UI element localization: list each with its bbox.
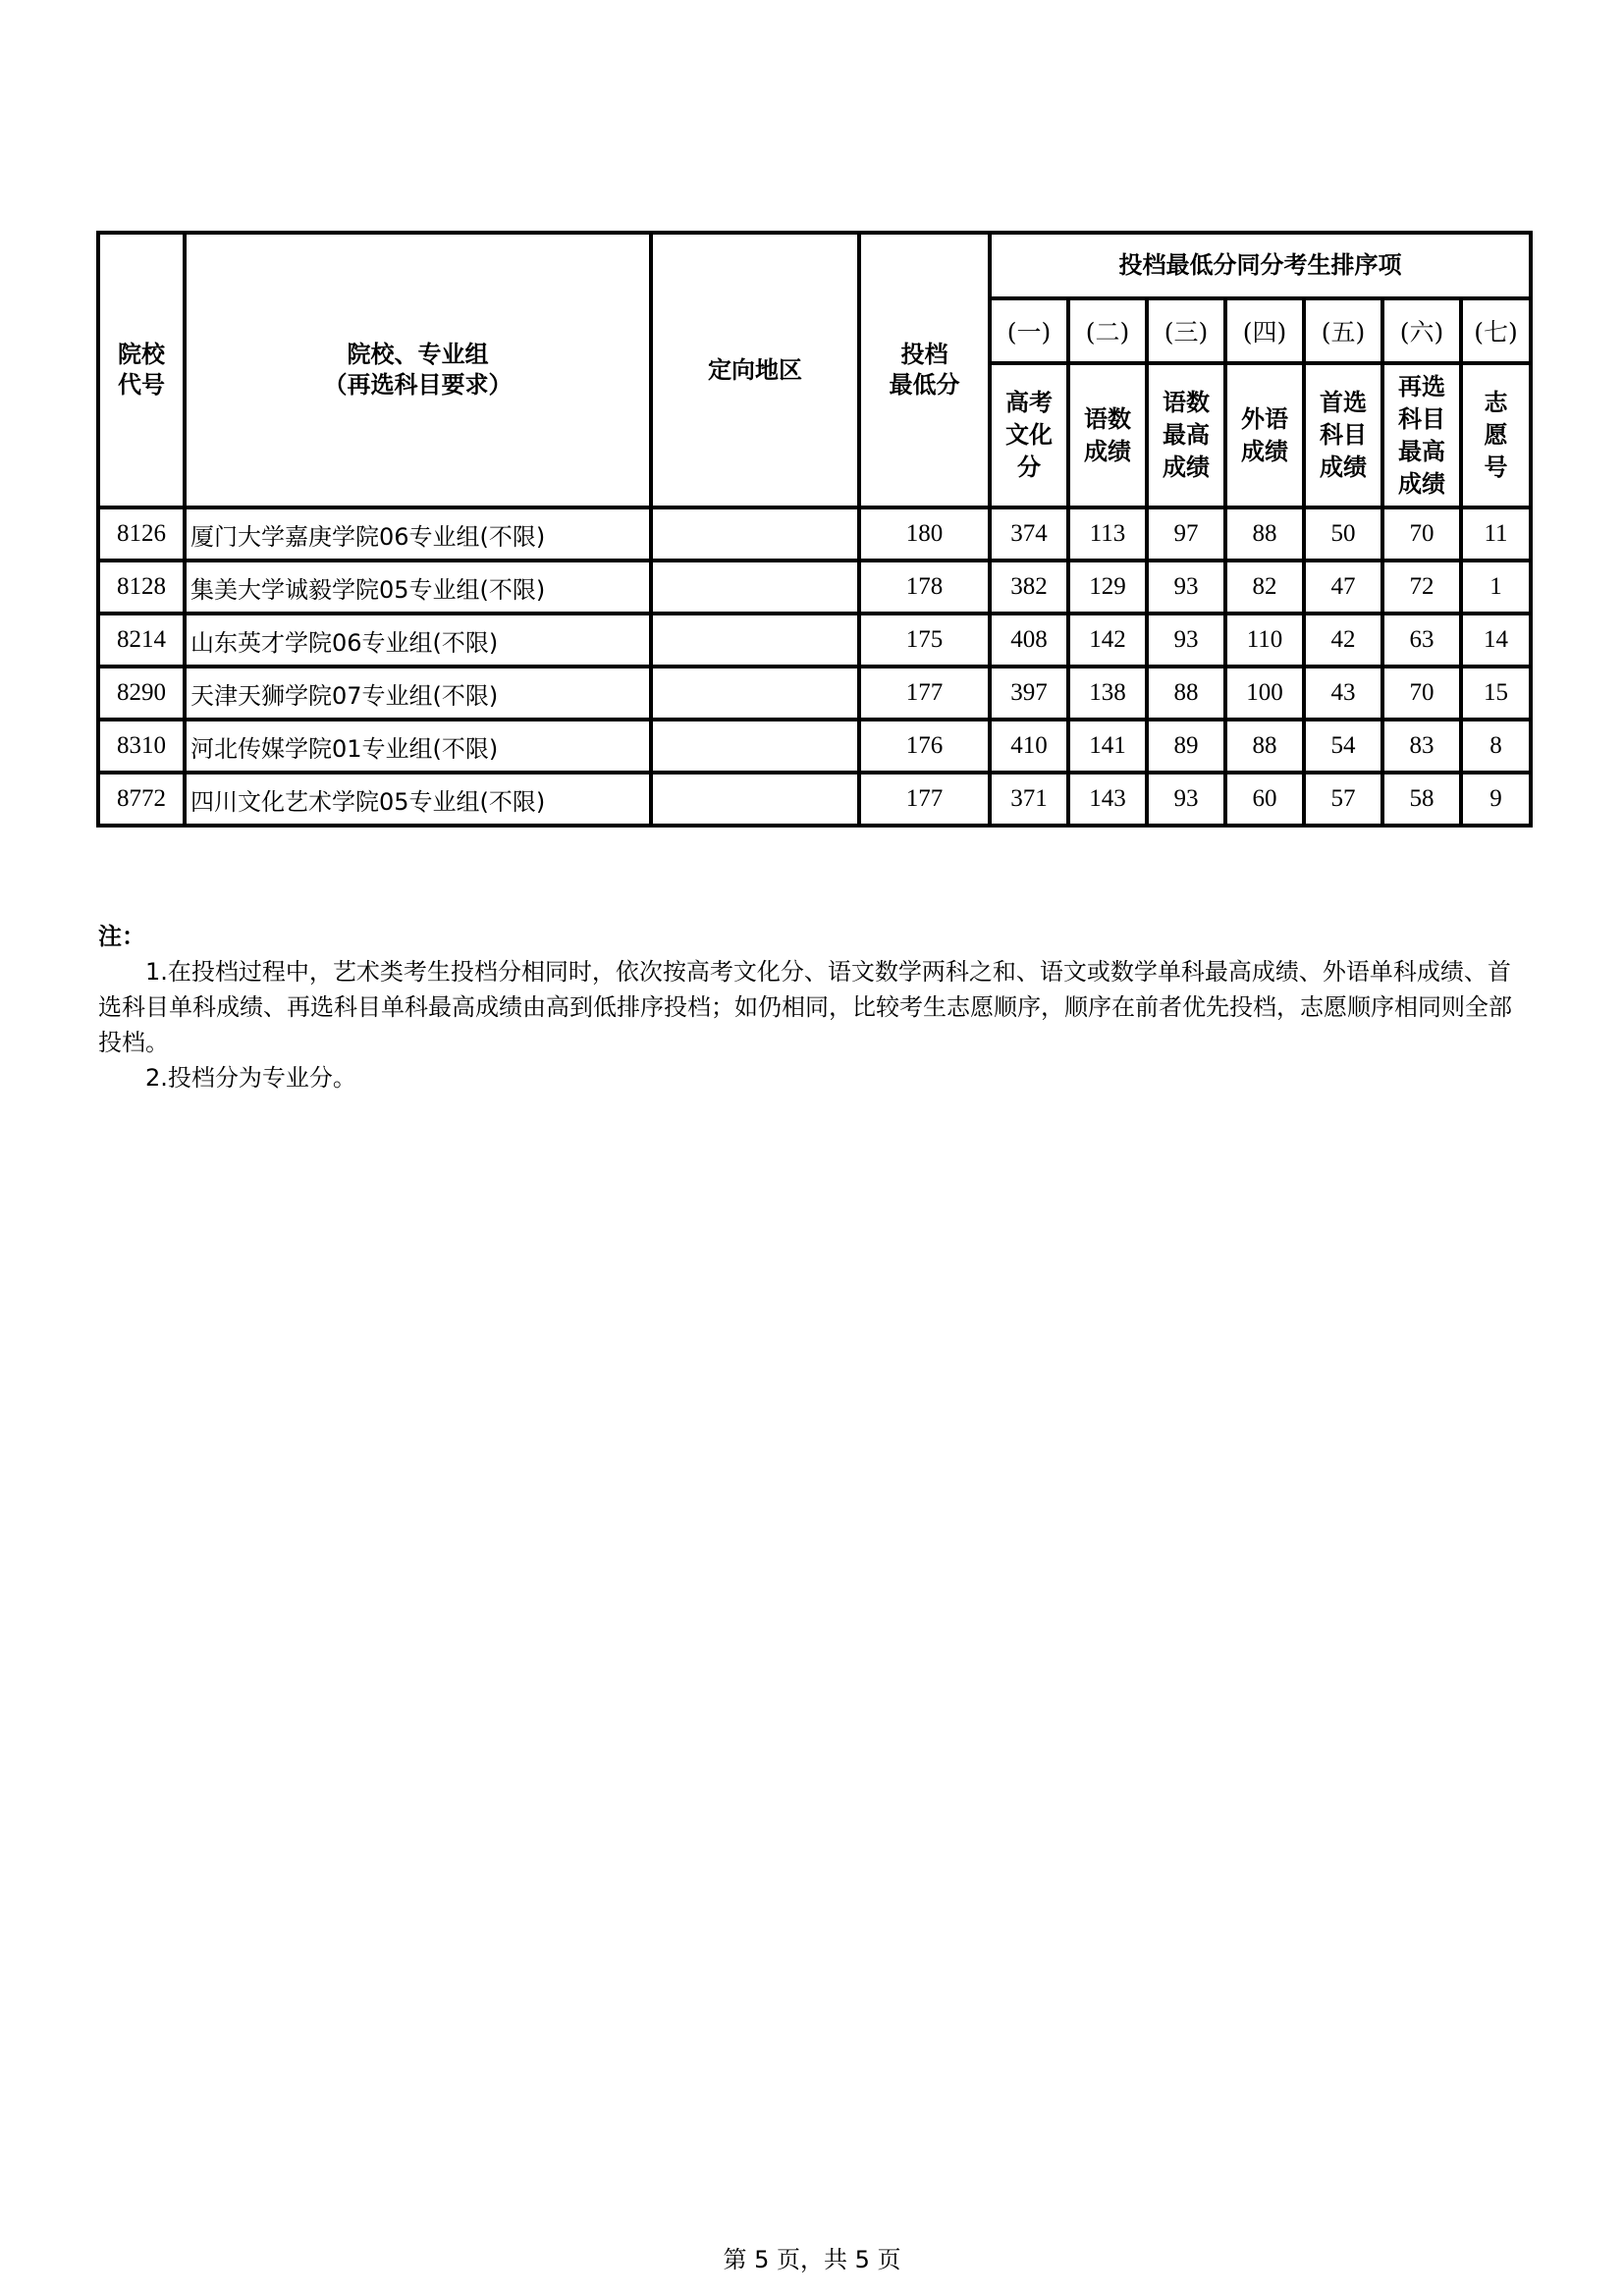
row-min-score: 178: [859, 561, 990, 614]
row-r3: 93: [1147, 561, 1225, 614]
row-r5: 42: [1304, 614, 1382, 667]
rank-label-line: 最高: [1163, 421, 1210, 449]
rank-num-7: (七): [1461, 298, 1531, 363]
rank-num-4: (四): [1225, 298, 1304, 363]
rank-label-line: 成绩: [1084, 437, 1131, 465]
rank-num-1: (一): [990, 298, 1068, 363]
rank-label-line: 号: [1484, 454, 1508, 481]
row-code: 8772: [98, 773, 185, 826]
header-code-line2: 代号: [118, 371, 165, 399]
row-r1: 371: [990, 773, 1068, 826]
row-region: [651, 667, 859, 720]
table-row: [98, 720, 1531, 773]
rank-label-line: 愿: [1484, 421, 1508, 449]
rank-label-line: 外语: [1241, 404, 1288, 433]
row-r6: 83: [1382, 720, 1461, 773]
header-min-score: [859, 233, 990, 507]
rank-num-3: (三): [1147, 298, 1225, 363]
row-r5: 57: [1304, 773, 1382, 826]
row-region: [651, 720, 859, 773]
row-r4: 88: [1225, 720, 1304, 773]
rank-label-line: 语数: [1163, 389, 1210, 416]
table-row: [98, 667, 1531, 720]
rank-label-4: [1225, 363, 1304, 507]
row-r4: 110: [1225, 614, 1304, 667]
row-r1: 374: [990, 507, 1068, 561]
row-r7: 14: [1461, 614, 1531, 667]
rank-label-line: 成绩: [1163, 454, 1210, 481]
row-r4: 100: [1225, 667, 1304, 720]
row-min-score: 180: [859, 507, 990, 561]
rank-label-line: 高考: [1005, 389, 1053, 416]
rank-label-line: 成绩: [1398, 469, 1445, 498]
header-min-line2: 最低分: [889, 371, 960, 399]
rank-num-6: (六): [1382, 298, 1461, 363]
header-name-line2: （再选科目要求）: [323, 371, 513, 399]
table-row: [98, 614, 1531, 667]
row-r4: 82: [1225, 561, 1304, 614]
rank-label-line: 文化: [1005, 421, 1053, 449]
rank-label-line: 成绩: [1320, 454, 1367, 481]
header-region: 定向地区: [651, 233, 859, 507]
rank-label-6: [1382, 363, 1461, 507]
header-name: [185, 233, 651, 507]
row-r6: 70: [1382, 507, 1461, 561]
row-region: [651, 561, 859, 614]
row-name: 河北传媒学院01专业组(不限): [185, 720, 651, 773]
row-r3: 97: [1147, 507, 1225, 561]
row-r7: 9: [1461, 773, 1531, 826]
row-code: 8310: [98, 720, 185, 773]
row-r3: 89: [1147, 720, 1225, 773]
row-r2: 143: [1068, 773, 1147, 826]
row-code: 8290: [98, 667, 185, 720]
row-r4: 60: [1225, 773, 1304, 826]
table-row: [98, 561, 1531, 614]
rank-label-1: [990, 363, 1068, 507]
rank-label-line: 科目: [1398, 404, 1445, 433]
header-name-line1: 院校、专业组: [347, 341, 489, 368]
rank-label-line: 分: [1017, 454, 1041, 481]
table-row: [98, 507, 1531, 561]
row-r3: 93: [1147, 773, 1225, 826]
row-min-score: 176: [859, 720, 990, 773]
row-r2: 141: [1068, 720, 1147, 773]
header-code: [98, 233, 185, 507]
rank-label-5: [1304, 363, 1382, 507]
row-r2: 129: [1068, 561, 1147, 614]
rank-label-line: 首选: [1320, 389, 1367, 416]
row-r7: 1: [1461, 561, 1531, 614]
row-r5: 47: [1304, 561, 1382, 614]
rank-num-5: (五): [1304, 298, 1382, 363]
row-r5: 54: [1304, 720, 1382, 773]
rank-label-line: 成绩: [1241, 437, 1288, 465]
rank-label-line: 再选: [1398, 372, 1445, 400]
row-r7: 8: [1461, 720, 1531, 773]
row-r1: 382: [990, 561, 1068, 614]
row-r6: 72: [1382, 561, 1461, 614]
header-code-line1: 院校: [118, 341, 165, 368]
header-ranking-group: 投档最低分同分考生排序项: [990, 233, 1531, 298]
row-r1: 408: [990, 614, 1068, 667]
row-region: [651, 507, 859, 561]
notes-section: [98, 919, 1532, 1095]
row-min-score: 177: [859, 773, 990, 826]
rank-label-7: [1461, 363, 1531, 507]
row-min-score: 177: [859, 667, 990, 720]
note-item-1: 1.在投档过程中，艺术类考生投档分相同时，依次按高考文化分、语文数学两科之和、语文或数学单科最高成绩、外语单科成绩、首选科目单科成绩、再选科目单科最高成绩由高到低排序投档；如仍相同，比较考生志愿顺序，顺序在前者优先投档，志愿顺序相同则全部投档。: [98, 958, 1512, 1056]
row-r1: 397: [990, 667, 1068, 720]
row-name: 集美大学诚毅学院05专业组(不限): [185, 561, 651, 614]
row-region: [651, 614, 859, 667]
row-r6: 63: [1382, 614, 1461, 667]
row-r4: 88: [1225, 507, 1304, 561]
header-min-line1: 投档: [900, 341, 948, 368]
row-r3: 88: [1147, 667, 1225, 720]
row-r3: 93: [1147, 614, 1225, 667]
row-r7: 15: [1461, 667, 1531, 720]
row-r2: 138: [1068, 667, 1147, 720]
rank-label-3: [1147, 363, 1225, 507]
row-code: 8126: [98, 507, 185, 561]
admission-table: [96, 231, 1533, 828]
rank-label-line: 语数: [1084, 404, 1131, 433]
note-item-2: 2.投档分为专业分。: [145, 1064, 356, 1092]
row-r1: 410: [990, 720, 1068, 773]
rank-label-line: 最高: [1398, 437, 1445, 465]
row-r5: 43: [1304, 667, 1382, 720]
row-name: 天津天狮学院07专业组(不限): [185, 667, 651, 720]
row-r6: 70: [1382, 667, 1461, 720]
row-r6: 58: [1382, 773, 1461, 826]
row-name: 山东英才学院06专业组(不限): [185, 614, 651, 667]
row-r7: 11: [1461, 507, 1531, 561]
rank-num-2: (二): [1068, 298, 1147, 363]
row-code: 8214: [98, 614, 185, 667]
row-min-score: 175: [859, 614, 990, 667]
row-region: [651, 773, 859, 826]
rank-label-2: [1068, 363, 1147, 507]
page-number: 第 5 页，共 5 页: [723, 2246, 901, 2273]
notes-title: 注：: [98, 923, 145, 950]
row-r5: 50: [1304, 507, 1382, 561]
rank-label-line: 志: [1484, 389, 1508, 416]
row-r2: 142: [1068, 614, 1147, 667]
row-name: 厦门大学嘉庚学院06专业组(不限): [185, 507, 651, 561]
row-code: 8128: [98, 561, 185, 614]
row-name: 四川文化艺术学院05专业组(不限): [185, 773, 651, 826]
rank-label-line: 科目: [1320, 421, 1367, 449]
table-row: [98, 773, 1531, 826]
row-r2: 113: [1068, 507, 1147, 561]
